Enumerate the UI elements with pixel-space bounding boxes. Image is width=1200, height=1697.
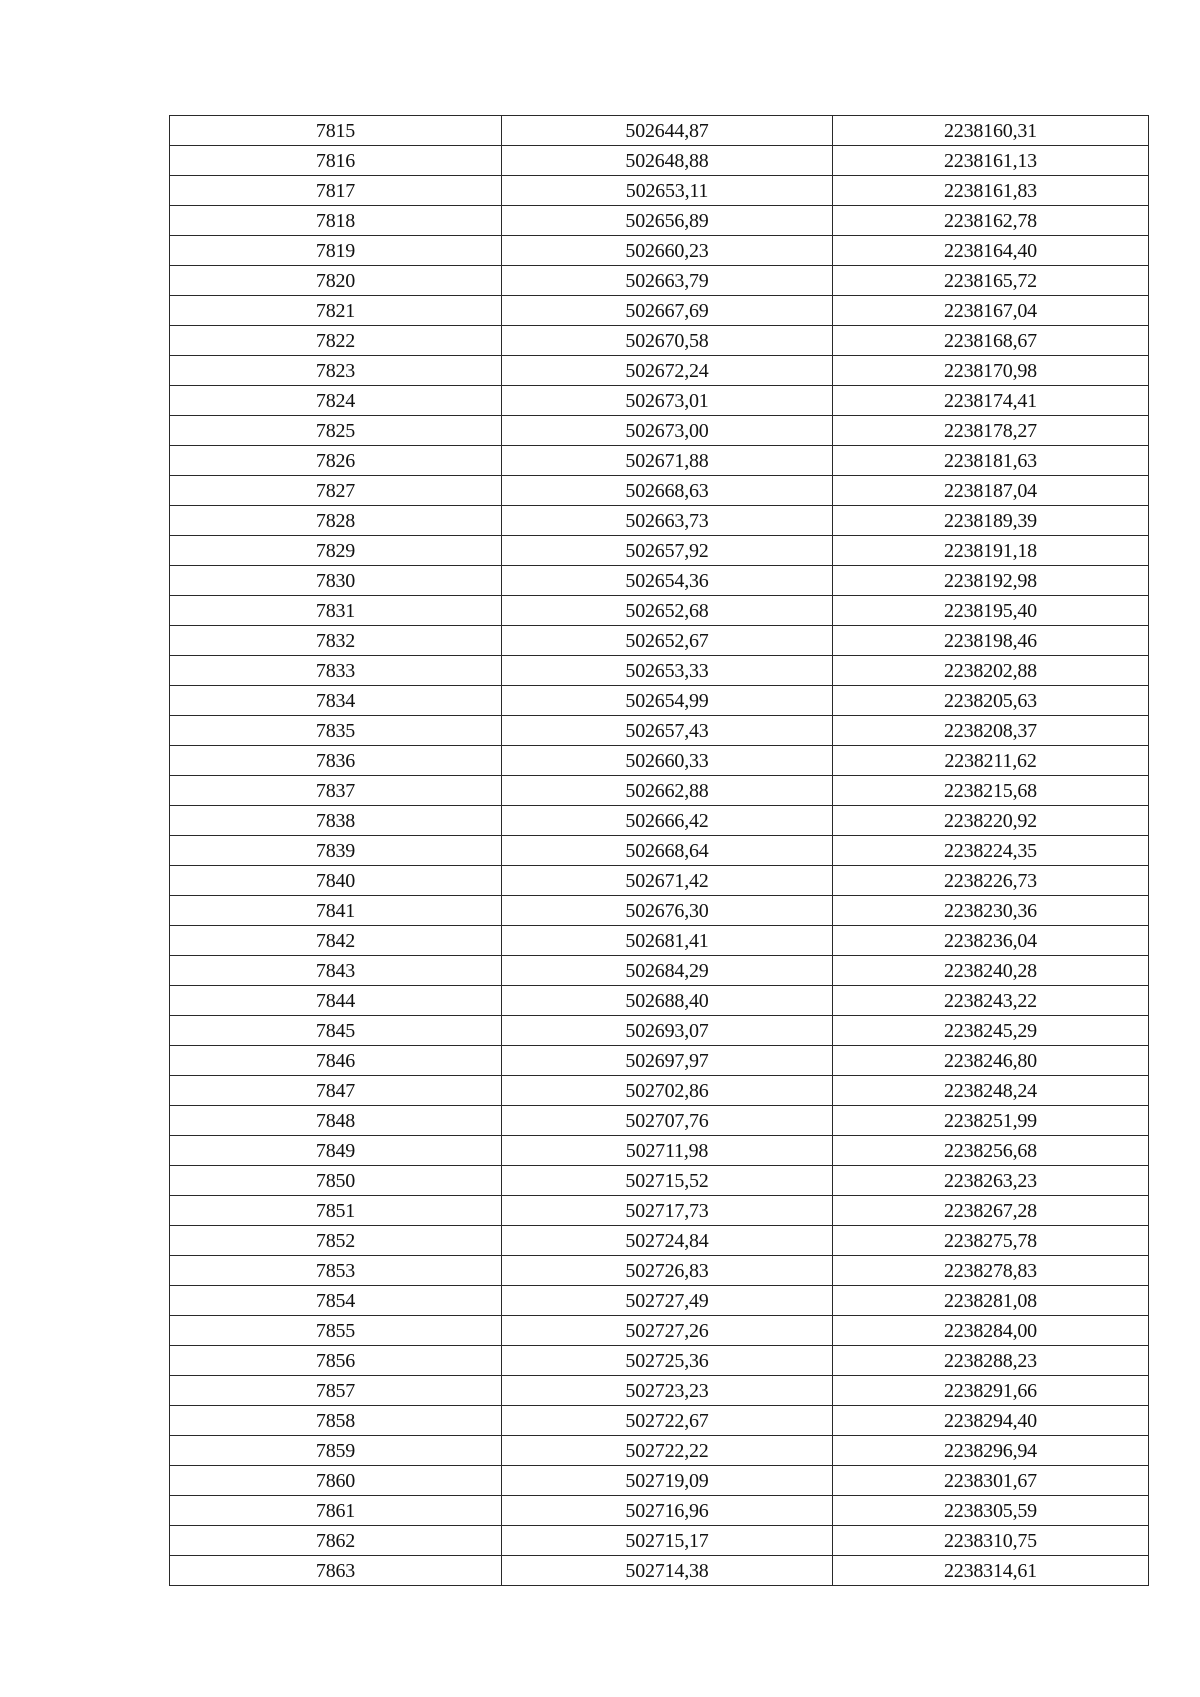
point-number-cell: 7819 — [170, 236, 502, 266]
y-coordinate-cell: 2238202,88 — [833, 656, 1149, 686]
x-coordinate-cell: 502724,84 — [502, 1226, 833, 1256]
y-coordinate-cell: 2238211,62 — [833, 746, 1149, 776]
point-number-cell: 7839 — [170, 836, 502, 866]
x-coordinate-cell: 502667,69 — [502, 296, 833, 326]
y-coordinate-cell: 2238164,40 — [833, 236, 1149, 266]
x-coordinate-cell: 502684,29 — [502, 956, 833, 986]
y-coordinate-cell: 2238278,83 — [833, 1256, 1149, 1286]
x-coordinate-cell: 502654,36 — [502, 566, 833, 596]
table-row — [170, 1076, 1149, 1106]
y-coordinate-cell: 2238161,13 — [833, 146, 1149, 176]
y-coordinate-cell: 2238192,98 — [833, 566, 1149, 596]
table-row — [170, 476, 1149, 506]
point-number-cell: 7837 — [170, 776, 502, 806]
point-number-cell: 7860 — [170, 1466, 502, 1496]
y-coordinate-cell: 2238198,46 — [833, 626, 1149, 656]
y-coordinate-cell: 2238162,78 — [833, 206, 1149, 236]
y-coordinate-cell: 2238294,40 — [833, 1406, 1149, 1436]
x-coordinate-cell: 502652,67 — [502, 626, 833, 656]
point-number-cell: 7834 — [170, 686, 502, 716]
y-coordinate-cell: 2238296,94 — [833, 1436, 1149, 1466]
point-number-cell: 7815 — [170, 116, 502, 146]
y-coordinate-cell: 2238168,67 — [833, 326, 1149, 356]
point-number-cell: 7848 — [170, 1106, 502, 1136]
table-row — [170, 866, 1149, 896]
table-row — [170, 956, 1149, 986]
y-coordinate-cell: 2238248,24 — [833, 1076, 1149, 1106]
y-coordinate-cell: 2238301,67 — [833, 1466, 1149, 1496]
table-row — [170, 1046, 1149, 1076]
table-row — [170, 416, 1149, 446]
x-coordinate-cell: 502727,49 — [502, 1286, 833, 1316]
x-coordinate-cell: 502707,76 — [502, 1106, 833, 1136]
table-row — [170, 836, 1149, 866]
point-number-cell: 7838 — [170, 806, 502, 836]
x-coordinate-cell: 502666,42 — [502, 806, 833, 836]
table-row — [170, 116, 1149, 146]
point-number-cell: 7830 — [170, 566, 502, 596]
y-coordinate-cell: 2238215,68 — [833, 776, 1149, 806]
x-coordinate-cell: 502715,17 — [502, 1526, 833, 1556]
table-row — [170, 776, 1149, 806]
point-number-cell: 7816 — [170, 146, 502, 176]
point-number-cell: 7847 — [170, 1076, 502, 1106]
point-number-cell: 7822 — [170, 326, 502, 356]
table-row — [170, 176, 1149, 206]
y-coordinate-cell: 2238310,75 — [833, 1526, 1149, 1556]
y-coordinate-cell: 2238236,04 — [833, 926, 1149, 956]
y-coordinate-cell: 2238189,39 — [833, 506, 1149, 536]
table-row — [170, 596, 1149, 626]
y-coordinate-cell: 2238191,18 — [833, 536, 1149, 566]
point-number-cell: 7858 — [170, 1406, 502, 1436]
x-coordinate-cell: 502676,30 — [502, 896, 833, 926]
table-row — [170, 926, 1149, 956]
point-number-cell: 7843 — [170, 956, 502, 986]
y-coordinate-cell: 2238195,40 — [833, 596, 1149, 626]
table-row — [170, 1406, 1149, 1436]
y-coordinate-cell: 2238243,22 — [833, 986, 1149, 1016]
y-coordinate-cell: 2238288,23 — [833, 1346, 1149, 1376]
y-coordinate-cell: 2238205,63 — [833, 686, 1149, 716]
x-coordinate-cell: 502656,89 — [502, 206, 833, 236]
table-row — [170, 356, 1149, 386]
y-coordinate-cell: 2238246,80 — [833, 1046, 1149, 1076]
point-number-cell: 7829 — [170, 536, 502, 566]
x-coordinate-cell: 502653,33 — [502, 656, 833, 686]
point-number-cell: 7832 — [170, 626, 502, 656]
point-number-cell: 7861 — [170, 1496, 502, 1526]
point-number-cell: 7851 — [170, 1196, 502, 1226]
y-coordinate-cell: 2238187,04 — [833, 476, 1149, 506]
table-row — [170, 1376, 1149, 1406]
point-number-cell: 7831 — [170, 596, 502, 626]
y-coordinate-cell: 2238208,37 — [833, 716, 1149, 746]
table-row — [170, 446, 1149, 476]
x-coordinate-cell: 502663,73 — [502, 506, 833, 536]
table-row — [170, 626, 1149, 656]
table-row — [170, 1106, 1149, 1136]
table-row — [170, 566, 1149, 596]
x-coordinate-cell: 502716,96 — [502, 1496, 833, 1526]
y-coordinate-cell: 2238178,27 — [833, 416, 1149, 446]
point-number-cell: 7828 — [170, 506, 502, 536]
table-row — [170, 686, 1149, 716]
table-row — [170, 326, 1149, 356]
point-number-cell: 7863 — [170, 1556, 502, 1586]
x-coordinate-cell: 502660,33 — [502, 746, 833, 776]
point-number-cell: 7818 — [170, 206, 502, 236]
point-number-cell: 7826 — [170, 446, 502, 476]
y-coordinate-cell: 2238245,29 — [833, 1016, 1149, 1046]
table-row — [170, 386, 1149, 416]
point-number-cell: 7836 — [170, 746, 502, 776]
y-coordinate-cell: 2238161,83 — [833, 176, 1149, 206]
point-number-cell: 7840 — [170, 866, 502, 896]
table-row — [170, 656, 1149, 686]
point-number-cell: 7846 — [170, 1046, 502, 1076]
table-row — [170, 1526, 1149, 1556]
x-coordinate-cell: 502717,73 — [502, 1196, 833, 1226]
table-row — [170, 1226, 1149, 1256]
x-coordinate-cell: 502714,38 — [502, 1556, 833, 1586]
x-coordinate-cell: 502697,97 — [502, 1046, 833, 1076]
y-coordinate-cell: 2238263,23 — [833, 1166, 1149, 1196]
y-coordinate-cell: 2238281,08 — [833, 1286, 1149, 1316]
table-row — [170, 806, 1149, 836]
point-number-cell: 7850 — [170, 1166, 502, 1196]
table-row — [170, 1196, 1149, 1226]
point-number-cell: 7852 — [170, 1226, 502, 1256]
table-row — [170, 206, 1149, 236]
x-coordinate-cell: 502668,63 — [502, 476, 833, 506]
x-coordinate-cell: 502660,23 — [502, 236, 833, 266]
point-number-cell: 7833 — [170, 656, 502, 686]
x-coordinate-cell: 502673,01 — [502, 386, 833, 416]
x-coordinate-cell: 502719,09 — [502, 1466, 833, 1496]
y-coordinate-cell: 2238240,28 — [833, 956, 1149, 986]
table-row — [170, 716, 1149, 746]
table-row — [170, 1436, 1149, 1466]
table-body — [170, 116, 1149, 1586]
table-row — [170, 1166, 1149, 1196]
point-number-cell: 7845 — [170, 1016, 502, 1046]
table-row — [170, 1556, 1149, 1586]
y-coordinate-cell: 2238167,04 — [833, 296, 1149, 326]
x-coordinate-cell: 502715,52 — [502, 1166, 833, 1196]
x-coordinate-cell: 502723,23 — [502, 1376, 833, 1406]
x-coordinate-cell: 502722,67 — [502, 1406, 833, 1436]
table-row — [170, 296, 1149, 326]
point-number-cell: 7842 — [170, 926, 502, 956]
y-coordinate-cell: 2238170,98 — [833, 356, 1149, 386]
x-coordinate-cell: 502654,99 — [502, 686, 833, 716]
x-coordinate-cell: 502648,88 — [502, 146, 833, 176]
y-coordinate-cell: 2238284,00 — [833, 1316, 1149, 1346]
point-number-cell: 7844 — [170, 986, 502, 1016]
y-coordinate-cell: 2238251,99 — [833, 1106, 1149, 1136]
x-coordinate-cell: 502663,79 — [502, 266, 833, 296]
y-coordinate-cell: 2238224,35 — [833, 836, 1149, 866]
point-number-cell: 7841 — [170, 896, 502, 926]
y-coordinate-cell: 2238267,28 — [833, 1196, 1149, 1226]
x-coordinate-cell: 502681,41 — [502, 926, 833, 956]
x-coordinate-cell: 502657,43 — [502, 716, 833, 746]
point-number-cell: 7853 — [170, 1256, 502, 1286]
x-coordinate-cell: 502727,26 — [502, 1316, 833, 1346]
point-number-cell: 7817 — [170, 176, 502, 206]
point-number-cell: 7856 — [170, 1346, 502, 1376]
x-coordinate-cell: 502662,88 — [502, 776, 833, 806]
x-coordinate-cell: 502653,11 — [502, 176, 833, 206]
x-coordinate-cell: 502670,58 — [502, 326, 833, 356]
y-coordinate-cell: 2238314,61 — [833, 1556, 1149, 1586]
table-row — [170, 146, 1149, 176]
x-coordinate-cell: 502688,40 — [502, 986, 833, 1016]
point-number-cell: 7857 — [170, 1376, 502, 1406]
point-number-cell: 7835 — [170, 716, 502, 746]
x-coordinate-cell: 502726,83 — [502, 1256, 833, 1286]
point-number-cell: 7854 — [170, 1286, 502, 1316]
y-coordinate-cell: 2238275,78 — [833, 1226, 1149, 1256]
y-coordinate-cell: 2238181,63 — [833, 446, 1149, 476]
point-number-cell: 7823 — [170, 356, 502, 386]
table-row — [170, 1016, 1149, 1046]
y-coordinate-cell: 2238291,66 — [833, 1376, 1149, 1406]
x-coordinate-cell: 502668,64 — [502, 836, 833, 866]
x-coordinate-cell: 502671,42 — [502, 866, 833, 896]
point-number-cell: 7821 — [170, 296, 502, 326]
table-row — [170, 896, 1149, 926]
x-coordinate-cell: 502644,87 — [502, 116, 833, 146]
point-number-cell: 7820 — [170, 266, 502, 296]
x-coordinate-cell: 502702,86 — [502, 1076, 833, 1106]
x-coordinate-cell: 502652,68 — [502, 596, 833, 626]
x-coordinate-cell: 502657,92 — [502, 536, 833, 566]
table-row — [170, 266, 1149, 296]
table-row — [170, 236, 1149, 266]
point-number-cell: 7855 — [170, 1316, 502, 1346]
y-coordinate-cell: 2238160,31 — [833, 116, 1149, 146]
table-row — [170, 1466, 1149, 1496]
coordinates-table — [169, 115, 1149, 1586]
y-coordinate-cell: 2238226,73 — [833, 866, 1149, 896]
table-row — [170, 1316, 1149, 1346]
x-coordinate-cell: 502693,07 — [502, 1016, 833, 1046]
point-number-cell: 7825 — [170, 416, 502, 446]
table-row — [170, 506, 1149, 536]
y-coordinate-cell: 2238174,41 — [833, 386, 1149, 416]
point-number-cell: 7849 — [170, 1136, 502, 1166]
x-coordinate-cell: 502672,24 — [502, 356, 833, 386]
y-coordinate-cell: 2238305,59 — [833, 1496, 1149, 1526]
table-row — [170, 1496, 1149, 1526]
table-row — [170, 1286, 1149, 1316]
table-row — [170, 536, 1149, 566]
point-number-cell: 7824 — [170, 386, 502, 416]
y-coordinate-cell: 2238165,72 — [833, 266, 1149, 296]
x-coordinate-cell: 502671,88 — [502, 446, 833, 476]
point-number-cell: 7827 — [170, 476, 502, 506]
y-coordinate-cell: 2238230,36 — [833, 896, 1149, 926]
x-coordinate-cell: 502711,98 — [502, 1136, 833, 1166]
point-number-cell: 7859 — [170, 1436, 502, 1466]
y-coordinate-cell: 2238256,68 — [833, 1136, 1149, 1166]
table-row — [170, 746, 1149, 776]
table-row — [170, 1136, 1149, 1166]
table-row — [170, 986, 1149, 1016]
y-coordinate-cell: 2238220,92 — [833, 806, 1149, 836]
x-coordinate-cell: 502725,36 — [502, 1346, 833, 1376]
table-row — [170, 1346, 1149, 1376]
x-coordinate-cell: 502722,22 — [502, 1436, 833, 1466]
table-row — [170, 1256, 1149, 1286]
x-coordinate-cell: 502673,00 — [502, 416, 833, 446]
point-number-cell: 7862 — [170, 1526, 502, 1556]
